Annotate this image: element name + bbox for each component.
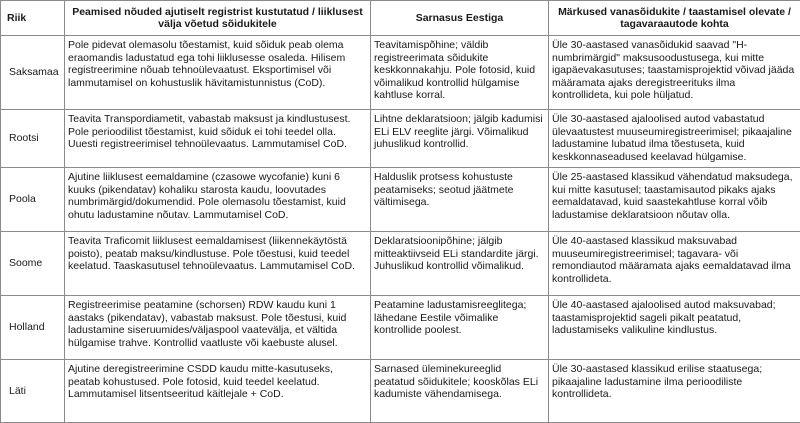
header-similarity: Sarnasus Eestiga [371, 1, 549, 36]
notes-cell: Üle 40-aastased klassikud maksuvabad muuseumiregistreerimisel; tagavara- või remondiautod määramata ajaks eemaldatavad ilma kontrollideta. [549, 232, 800, 296]
country-cell: Soome [1, 232, 65, 296]
notes-cell: Üle 25-aastased klassikud vähendatud maksudega, kui mitte kasutusel; taastamisautod pikaks ajaks eemaldatavad, kuid saastekahtluse korral võib ladustamise deklaratsioon nõutav olla. [549, 168, 800, 232]
country-cell: Rootsi [1, 110, 65, 168]
header-country: Riik [1, 1, 65, 36]
notes-cell: Üle 40-aastased ajaloolised autod maksuvabad; taastamisprojektid sageli pikalt peatatud, ladustamiseks valikuline kindlustus. [549, 296, 800, 360]
requirements-cell: Ajutine liiklusest eemaldamine (czasowe wycofanie) kuni 6 kuuks (pikendatav) kohaliku starosta kaudu, loovutades numbrimärgid/dokumendid. Pole olemasolu tõestamist, kuid ohutu ladustamine nõutav. Lammutamisel CoD. [65, 168, 371, 232]
table-row [1, 168, 800, 232]
country-cell: Poola [1, 168, 65, 232]
similarity-cell: Peatamine ladustamisreeglitega; lähedane Eestile võimalike kontrollide poolest. [371, 296, 549, 360]
notes-cell: Üle 30-aastased klassikud erilise staatusega; pikaajaline ladustamine ilma perioodiliste kontrollideta. [549, 360, 800, 423]
requirements-cell: Pole pidevat olemasolu tõestamist, kuid sõiduk peab olema eraomandis ladustatud ega tohi liiklusesse osaleda. Hilisem registreerimine nõuab tehnoülevaatust. Eksportimisel või lammutamisel on kohustuslik hävitamistunnistus (CoD). [65, 36, 371, 110]
notes-cell: Üle 30-aastased ajaloolised autod vabastatud ülevaatustest muuseumiregistreerimisel; pikaajaline ladustamine lubatud ilma tõestuseta, kuid keskkonnaseadused keelavad hülgamise. [549, 110, 800, 168]
table-row [1, 110, 800, 168]
notes-cell: Üle 30-aastased vanasõidukid saavad "H-numbrimärgid" maksusoodustusega, kui mitte igapäevakasutuses; taastamisprojektid võivad jääda määramata ajaks deregistreerituks ilma kontrollideta, kui pole hüljatud. [549, 36, 800, 110]
similarity-cell: Sarnased üleminekureeglid peatatud sõidukitele; kooskõlas ELi kadumiste vähendamisega. [371, 360, 549, 423]
requirements-cell: Teavita Transpordiametit, vabastab maksust ja kindlustusest. Pole perioodilist tõestamist, kuid sõiduk ei tohi teedel olla. Uuesti registreerimisel tehnoülevaatus. Lammutamisel CoD. [65, 110, 371, 168]
country-cell: Läti [1, 360, 65, 423]
table-row [1, 360, 800, 423]
requirements-cell: Teavita Traficomit liiklusest eemaldamisest (liikennekäytöstä poisto), peatab maksu/kindlustuse. Pole tõestusi, kuid teedel keelatud. Taaskasutusel tehnoülevaatus. Lammutamisel CoD. [65, 232, 371, 296]
header-requirements: Peamised nõuded ajutiselt registrist kustutatud / liiklusest välja võetud sõidukitele [65, 1, 371, 36]
table-row [1, 36, 800, 110]
similarity-cell: Halduslik protsess kohustuste peatamiseks; seotud jäätmete vältimisega. [371, 168, 549, 232]
similarity-cell: Deklaratsioonipõhine; jälgib mitteaktiivseid ELi standardite järgi. Juhuslikud kontrollid võimalikud. [371, 232, 549, 296]
country-cell: Saksamaa [1, 36, 65, 110]
header-notes: Märkused vanasõidukite / taastamisel olevate / tagavaraautode kohta [549, 1, 800, 36]
country-cell: Holland [1, 296, 65, 360]
table-row [1, 232, 800, 296]
similarity-cell: Teavitamispõhine; väldib registreerimata sõidukite keskkonnakahju. Pole fotosid, kuid võimalikud kontrollid hülgamise kahtluse korral. [371, 36, 549, 110]
requirements-cell: Registreerimise peatamine (schorsen) RDW kaudu kuni 1 aastaks (pikendatav), vabastab maksust. Pole tõestusi, kuid ladustamine siseruumides/väljaspool vaatevälja, et vältida hülgamise trahve. Kontrollid vaatluste või kaebuste alusel. [65, 296, 371, 360]
table-row [1, 296, 800, 360]
similarity-cell: Lihtne deklaratsioon; jälgib kadumisi ELi ELV reeglite järgi. Võimalikud juhuslikud kontrollid. [371, 110, 549, 168]
requirements-cell: Ajutine deregistreerimine CSDD kaudu mitte-kasutuseks, peatab kohustused. Pole fotosid, kuid teedel keelatud. Lammutamisel litsentseeritud käitlejale + CoD. [65, 360, 371, 423]
header-row [1, 1, 800, 36]
